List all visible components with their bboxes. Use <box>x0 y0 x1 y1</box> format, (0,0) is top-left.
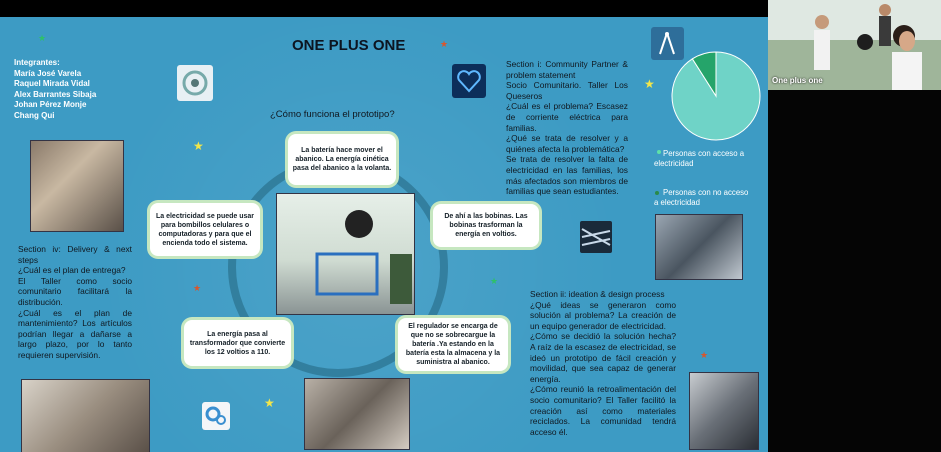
legend-no-access: Personas con no acceso a electricidad <box>654 188 749 207</box>
motor-icon <box>177 65 213 101</box>
section-ideation-text: Section ii: ideation & design process ¿Qué ideas se generaron como solución al problema? La creación de un equipo generador de electricidad. ¿Cómo se decidió la solución hecha? A raíz de la escasez de electricidad, se ideó un prototipo de fácil creación y movilidad, que sea capaz de generar energía. ¿Cómo reunió la retroalimentación del socio comunitario? El Taller facilitó la creación así como materiales reciclados. La comunidad tendrá acceso él. <box>530 289 676 437</box>
bubble-battery: La batería hace mover el abanico. La energía cinética pasa del abanico a la volanta. <box>288 134 396 185</box>
bubble-coils: De ahí a las bobinas. Las bobinas trasforman la energía en voltios. <box>433 204 539 247</box>
prototype-photo-center <box>276 193 415 315</box>
prototype-photo <box>30 140 124 232</box>
participant-name: One plus one <box>772 76 823 85</box>
bubble-regulator: El regulador se encarga de que no se sobrecargue la batería .Ya estando en la batería esta la almacena y la suministra al abanico. <box>398 318 508 371</box>
motor-photo <box>21 379 150 452</box>
member-name: Johan Pérez Monje <box>14 100 87 109</box>
pie-chart <box>670 50 762 142</box>
decorative-star-icon: ★ <box>490 276 499 286</box>
decorative-star-icon: ★ <box>700 350 709 360</box>
member-name: Chang Qui <box>14 110 55 120</box>
generator-photo <box>689 372 759 450</box>
section-delivery-text: Section iv: Delivery & next steps ¿Cuál es el plan de entrega? El Taller como socio comunitario facilitará la distribución. ¿Cuál es el plan de mantenimiento? Los artículos podrían llegar a dañarse a largo plazo, por lo tanto requieren supervisión. <box>18 244 132 360</box>
presentation-slide <box>0 17 768 452</box>
member-name: María José Varela <box>14 68 82 78</box>
coil-photo <box>655 214 743 280</box>
assembly-photo <box>304 378 410 450</box>
decorative-star-icon: ★ <box>38 33 47 43</box>
heart-tech-icon <box>452 64 486 98</box>
gears-icon <box>202 402 230 430</box>
wires-icon <box>580 221 612 253</box>
decorative-star-icon: ★ <box>644 77 655 91</box>
legend-access: Personas con acceso a electricidad <box>654 149 745 168</box>
member-name: Alex Barrantes Sibaja <box>14 89 97 99</box>
bubble-uses: La electricidad se puede usar para bombillos celulares o computadoras y para que el encienda todo el sistema. <box>150 203 260 256</box>
decorative-star-icon: ★ <box>440 39 449 49</box>
slide-title: ONE PLUS ONE <box>292 37 406 54</box>
section-community-text: Section i: Community Partner & problem statement Socio Comunitario. Taller Los Queseros ¿Cuál es el problema? Escasez de corriente eléctrica para familias. ¿Qué se trata de resolver y a quiénes afecta la problemática? Se trata de resolver la falta de electricidad en las familias, los más afectados son miembros de familias que sean estudiantes. <box>506 59 628 197</box>
video-tile[interactable] <box>768 0 941 90</box>
decorative-star-icon: ★ <box>193 283 202 293</box>
decorative-star-icon: ★ <box>264 396 275 410</box>
member-name: Raquel Mirada Vidal <box>14 79 90 88</box>
sidebar-empty <box>768 90 941 452</box>
members-list <box>14 58 124 121</box>
bubble-transformer: La energía pasa al transformador que convierte los 12 voltios a 110. <box>184 320 291 366</box>
members-heading: Integrantes: <box>14 58 60 67</box>
slide-subtitle: ¿Cómo funciona el prototipo? <box>270 109 395 120</box>
decorative-star-icon: ★ <box>193 139 204 153</box>
